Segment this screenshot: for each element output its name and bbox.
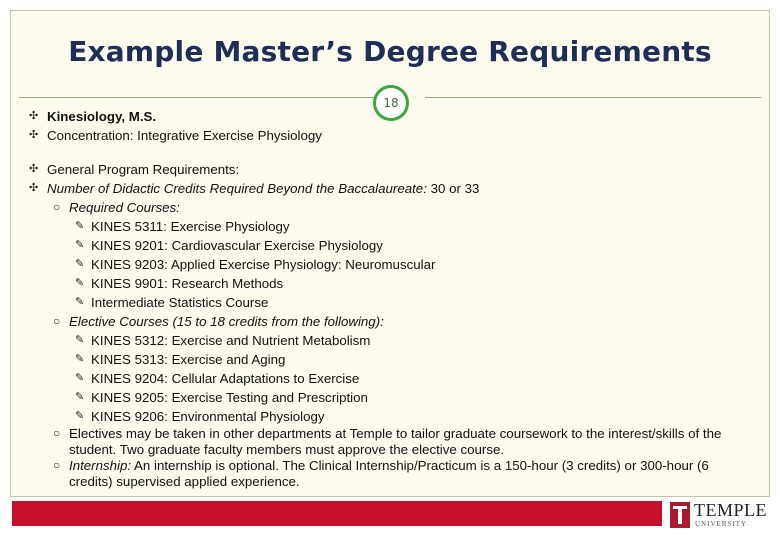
course-text: KINES 9206: Environmental Physiology	[91, 409, 325, 424]
required-course-item	[25, 274, 765, 293]
program-name: Kinesiology, M.S.	[47, 109, 157, 124]
swirl-bullet-icon: ✣	[29, 182, 39, 194]
course-text: KINES 9901: Research Methods	[91, 276, 284, 291]
course-text: KINES 9205: Exercise Testing and Prescription	[91, 390, 368, 405]
swirl-bullet-icon: ✣	[29, 110, 39, 122]
general-requirements: General Program Requirements:	[47, 162, 240, 177]
temple-logo	[670, 500, 770, 532]
course-text: KINES 9204: Cellular Adaptations to Exercise	[91, 371, 360, 386]
internship-note	[25, 458, 745, 490]
logo-name: TEMPLE	[694, 500, 767, 520]
required-course-item	[25, 217, 765, 236]
pen-nib-bullet-icon: ✎	[75, 258, 85, 270]
elective-course-item	[25, 388, 765, 407]
bullet-general	[25, 160, 765, 179]
circle-bullet-icon: ○	[53, 426, 61, 440]
logo-sub: UNIVERSITY	[695, 520, 747, 528]
pen-nib-bullet-icon: ✎	[75, 277, 85, 289]
bullet-program	[25, 107, 765, 126]
pen-nib-bullet-icon: ✎	[75, 296, 85, 308]
course-text: KINES 5313: Exercise and Aging	[91, 352, 286, 367]
required-course-item	[25, 236, 765, 255]
elective-heading	[25, 312, 765, 331]
required-heading-text: Required Courses:	[69, 200, 180, 215]
electives-note-text: Electives may be taken in other departments at Temple to tailor graduate coursework to the interest/skills of the student. Two graduate faculty members must approve the elective course.	[69, 426, 722, 457]
pen-nib-bullet-icon: ✎	[75, 239, 85, 251]
elective-course-item	[25, 350, 765, 369]
circle-bullet-icon: ○	[53, 200, 61, 214]
title-divider-right	[425, 97, 761, 98]
pen-nib-bullet-icon: ✎	[75, 372, 85, 384]
elective-course-item	[25, 407, 765, 426]
elective-course-item	[25, 369, 765, 388]
elective-course-item	[25, 331, 765, 350]
swirl-bullet-icon: ✣	[29, 129, 39, 141]
slide	[10, 10, 770, 497]
elective-heading-text: Elective Courses (15 to 18 credits from the following):	[69, 314, 384, 329]
pen-nib-bullet-icon: ✎	[75, 353, 85, 365]
concentration-text: Concentration: Integrative Exercise Physiology	[47, 128, 322, 143]
required-heading	[25, 198, 765, 217]
credits-value: 30 or 33	[430, 181, 480, 196]
footer-bar	[12, 501, 662, 526]
course-text: Intermediate Statistics Course	[91, 295, 269, 310]
electives-note	[25, 426, 745, 458]
bullet-concentration	[25, 126, 765, 145]
swirl-bullet-icon: ✣	[29, 163, 39, 175]
slide-title: Example Master’s Degree Requirements	[68, 35, 712, 68]
internship-label: Internship:	[69, 458, 132, 473]
course-text: KINES 5311: Exercise Physiology	[91, 219, 290, 234]
course-text: KINES 5312: Exercise and Nutrient Metabolism	[91, 333, 371, 348]
credits-label: Number of Didactic Credits Required Beyond the Baccalaureate:	[47, 181, 427, 196]
pen-nib-bullet-icon: ✎	[75, 410, 85, 422]
slide-content	[25, 107, 765, 490]
pen-nib-bullet-icon: ✎	[75, 391, 85, 403]
title-divider-left	[19, 97, 377, 98]
pen-nib-bullet-icon: ✎	[75, 334, 85, 346]
page-number-badge: 18	[373, 85, 409, 121]
temple-t-icon	[670, 502, 690, 528]
required-course-item	[25, 255, 765, 274]
pen-nib-bullet-icon: ✎	[75, 220, 85, 232]
circle-bullet-icon: ○	[53, 314, 61, 328]
circle-bullet-icon: ○	[53, 458, 61, 472]
bullet-credits	[25, 179, 765, 198]
required-course-item	[25, 293, 765, 312]
course-text: KINES 9203: Applied Exercise Physiology: Neuromuscular	[91, 257, 436, 272]
internship-text: An internship is optional. The Clinical Internship/Practicum is a 150-hour (3 credits) or 300-hour (6 credits) supervised applied experience.	[69, 458, 709, 489]
course-text: KINES 9201: Cardiovascular Exercise Physiology	[91, 238, 383, 253]
